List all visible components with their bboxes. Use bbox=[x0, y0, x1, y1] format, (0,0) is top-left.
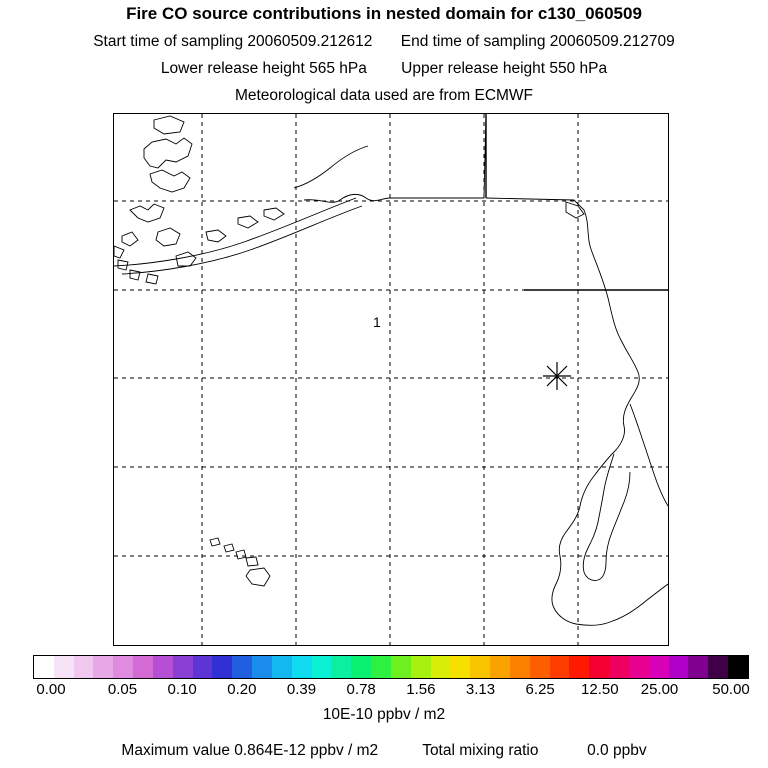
colorbar-swatch-4 bbox=[113, 656, 133, 678]
map-plot-panel bbox=[113, 113, 669, 646]
colorbar-swatch-18 bbox=[391, 656, 411, 678]
colorbar-swatch-19 bbox=[411, 656, 431, 678]
colorbar-swatch-5 bbox=[133, 656, 153, 678]
colorbar-swatch-21 bbox=[450, 656, 470, 678]
colorbar-swatch-6 bbox=[153, 656, 173, 678]
colorbar-swatch-30 bbox=[629, 656, 649, 678]
colorbar-swatch-24 bbox=[510, 656, 530, 678]
colorbar-tick-6: 1.56 bbox=[406, 681, 436, 698]
colorbar-tick-4: 0.39 bbox=[286, 681, 317, 698]
colorbar-unit-label: 10E-10 ppbv / m2 bbox=[322, 706, 446, 723]
page-title: Fire CO source contributions in nested domain for c130_060509 bbox=[126, 4, 642, 23]
colorbar-swatch-0 bbox=[34, 656, 54, 678]
end-time-label: End time of sampling 20060509.212709 bbox=[400, 33, 675, 50]
colorbar-swatch-28 bbox=[589, 656, 609, 678]
colorbar bbox=[33, 655, 749, 679]
colorbar-swatch-29 bbox=[609, 656, 629, 678]
map-gridlines bbox=[114, 114, 668, 645]
colorbar-swatch-23 bbox=[490, 656, 510, 678]
colorbar-tick-1: 0.05 bbox=[107, 681, 138, 698]
colorbar-tick-5: 0.78 bbox=[346, 681, 376, 698]
contour-label: 1 bbox=[373, 314, 381, 330]
colorbar-swatch-15 bbox=[331, 656, 351, 678]
colorbar-swatch-9 bbox=[212, 656, 232, 678]
colorbar-swatch-1 bbox=[54, 656, 74, 678]
colorbar-swatch-22 bbox=[470, 656, 490, 678]
colorbar-swatch-8 bbox=[193, 656, 213, 678]
colorbar-swatch-12 bbox=[272, 656, 292, 678]
total-mixing-ratio-value: 0.0 ppbv bbox=[587, 742, 647, 759]
colorbar-tick-labels bbox=[0, 681, 768, 699]
colorbar-swatch-33 bbox=[688, 656, 708, 678]
release-height-row bbox=[0, 60, 768, 78]
start-time-label: Start time of sampling 20060509.212612 bbox=[93, 33, 373, 50]
maximum-value-label: Maximum value 0.864E-12 ppbv / m2 bbox=[121, 742, 379, 759]
colorbar-tick-11: 50.00 bbox=[712, 681, 750, 698]
colorbar-swatch-32 bbox=[669, 656, 689, 678]
colorbar-swatch-27 bbox=[569, 656, 589, 678]
upper-release-height-label: Upper release height 550 hPa bbox=[401, 60, 608, 77]
colorbar-tick-10: 25.00 bbox=[640, 681, 679, 698]
colorbar-swatch-7 bbox=[173, 656, 193, 678]
colorbar-swatch-11 bbox=[252, 656, 272, 678]
release-site-star-icon bbox=[543, 362, 571, 390]
colorbar-swatches bbox=[33, 655, 749, 679]
colorbar-tick-7: 3.13 bbox=[465, 681, 496, 698]
colorbar-swatch-10 bbox=[232, 656, 252, 678]
colorbar-swatch-35 bbox=[728, 656, 748, 678]
colorbar-tick-9: 12.50 bbox=[581, 681, 619, 698]
colorbar-swatch-14 bbox=[312, 656, 332, 678]
total-mixing-ratio-label: Total mixing ratio bbox=[422, 742, 539, 759]
colorbar-tick-2: 0.10 bbox=[167, 681, 197, 698]
colorbar-swatch-2 bbox=[74, 656, 94, 678]
colorbar-tick-8: 6.25 bbox=[525, 681, 555, 698]
colorbar-swatch-25 bbox=[530, 656, 550, 678]
colorbar-swatch-20 bbox=[431, 656, 451, 678]
colorbar-swatch-17 bbox=[371, 656, 391, 678]
colorbar-swatch-3 bbox=[93, 656, 113, 678]
colorbar-swatch-31 bbox=[649, 656, 669, 678]
footer-row bbox=[0, 742, 768, 760]
colorbar-swatch-34 bbox=[708, 656, 728, 678]
colorbar-swatch-16 bbox=[351, 656, 371, 678]
colorbar-tick-3: 0.20 bbox=[227, 681, 257, 698]
colorbar-swatch-26 bbox=[550, 656, 570, 678]
met-data-note: Meteorological data used are from ECMWF bbox=[234, 87, 534, 104]
colorbar-tick-0: 0.00 bbox=[36, 681, 66, 698]
sampling-time-row bbox=[0, 33, 768, 51]
lower-release-height-label: Lower release height 565 hPa bbox=[160, 60, 367, 77]
colorbar-swatch-13 bbox=[292, 656, 312, 678]
coastline-paths bbox=[114, 114, 668, 625]
